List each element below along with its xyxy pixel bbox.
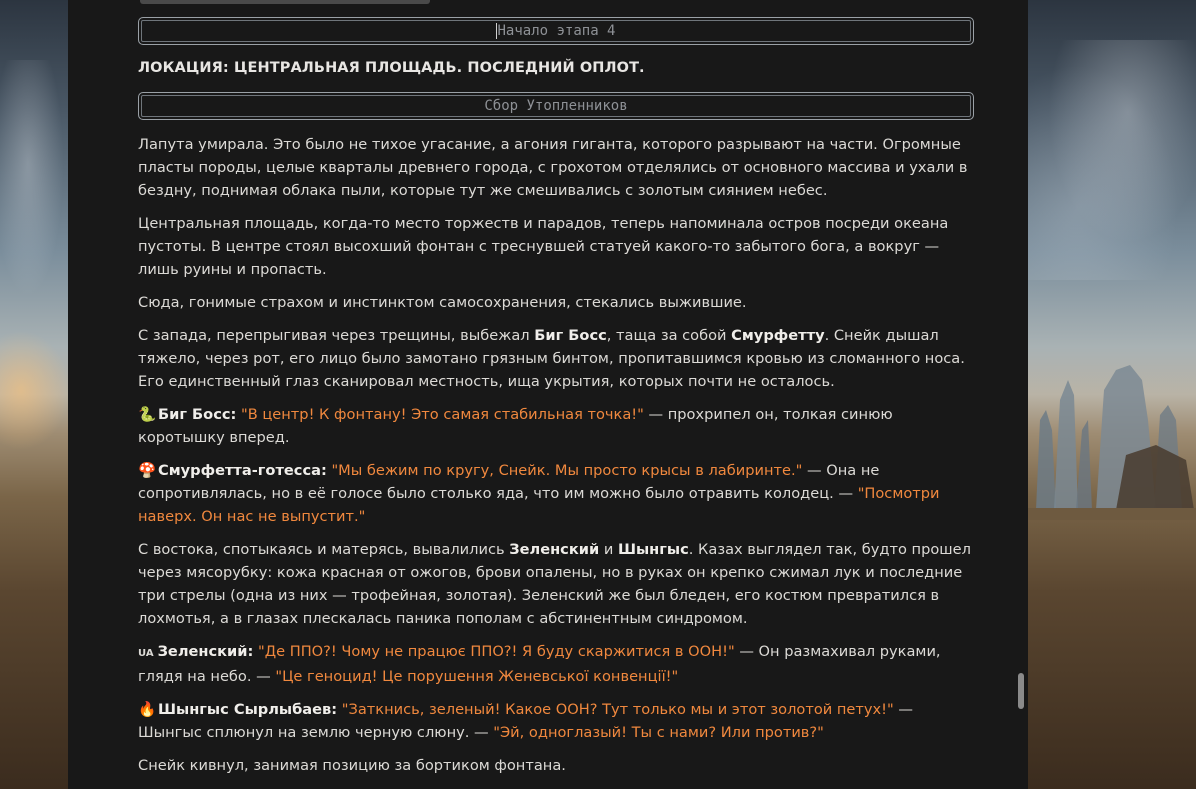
- paragraph-4: [138, 324, 980, 393]
- p5-narration: — прохрипел он, толкая синюю коротышку вперед.: [138, 406, 893, 446]
- ukraine-flag-icon: UA: [138, 648, 154, 659]
- fire-icon: 🔥: [138, 701, 157, 718]
- p4-text-2: , таща за собой: [606, 327, 732, 344]
- quote-bigboss: "В центр! К фонтану! Это самая стабильная точка!": [240, 406, 644, 423]
- p7-text-2: и: [599, 541, 618, 558]
- quote-smurfette-1: "Мы бежим по кругу, Снейк. Мы просто крысы в лабиринте.": [331, 462, 803, 479]
- p4-text-1: С запада, перепрыгивая через трещины, выбежал: [138, 327, 535, 344]
- speaker-bigboss: Биг Босс:: [158, 406, 237, 423]
- story-panel: [68, 0, 1028, 789]
- p9-narration: — Шынгыс сплюнул на землю черную слюну. —: [138, 701, 913, 741]
- paragraph-6-dialogue: [138, 459, 980, 528]
- snake-icon: 🐍: [138, 406, 157, 423]
- quote-smurfette-2: "Посмотри наверх. Он нас не выпустит.": [138, 485, 940, 525]
- quote-zelensky-2: "Це геноцид! Це порушення Женевської конвенції!": [275, 668, 679, 685]
- paragraph-3: Сюда, гонимые страхом и инстинктом самосохранения, стекались выжившие.: [138, 294, 747, 311]
- paragraph-2: Центральная площадь, когда-то место торжеств и парадов, теперь напоминала остров посреди океана пустоты. В центре стоял высохший фонтан с треснувшей статуей какого-то забытого бога, а вокруг — лишь руины и пропасть.: [138, 215, 949, 278]
- speaker-smurfette: Смурфетта-готесса:: [158, 462, 327, 479]
- paragraph-10: Снейк кивнул, занимая позицию за бортиком фонтана.: [138, 757, 566, 774]
- paragraph-7: [138, 538, 980, 630]
- background-clouds-right: [1026, 40, 1196, 280]
- speaker-shyngys: Шынгыс Сырлыбаев:: [158, 701, 338, 718]
- p4-text-3: . Снейк дышал тяжело, через рот, его лицо было замотано грязным бинтом, пропитавшимся кровью из сломанного носа. Его единственный глаз сканировал местность, ища укрытия, которых почти не осталось.: [138, 327, 965, 390]
- paragraph-5-dialogue: [138, 403, 980, 449]
- stage-start-placeholder: Начало этапа 4: [497, 23, 616, 39]
- p6-narration: — Она не сопротивлялась, но в её голосе было столько яда, что им можно было отравить колодец. —: [138, 462, 880, 502]
- quote-zelensky-1: "Де ППО?! Чому не працює ППО?! Я буду скаржитися в ООН!": [257, 643, 735, 660]
- paragraph-1: Лапута умирала. Это было не тихое угасание, а агония гиганта, которого разрывают на части. Огромные пласты породы, целые кварталы древнего города, с грохотом отделялись от основного массива и ухали в бездну, поднимая облака пыли, которые тут же смешивались с золотым сиянием небес.: [138, 136, 968, 199]
- story-text: [138, 133, 980, 787]
- scrollbar-thumb[interactable]: [1018, 673, 1024, 709]
- group-name-input[interactable]: [138, 92, 974, 120]
- background-sunlight: [0, 330, 70, 450]
- p4-name-smurfette: Смурфетту: [731, 327, 825, 344]
- p7-text-3: . Казах выглядел так, будто прошел через мясорубку: кожа красная от ожогов, брови опалены, но в руках он крепко сжимал лук и последние три стрелы (одна из них — трофейная, золотая). Зеленский же был бледен, его костюм превратился в лохмотья, а в глазах плескалась паника пополам с абстинентным синдромом.: [138, 541, 971, 627]
- p4-name-bigboss: Биг Босс: [534, 327, 607, 344]
- background-rock-formations: [1026, 360, 1196, 520]
- paragraph-9-dialogue: [138, 698, 980, 744]
- mushroom-icon: 🍄: [138, 462, 157, 479]
- group-name-placeholder: Сбор Утопленников: [484, 98, 628, 114]
- p7-name-zelensky: Зеленский: [509, 541, 600, 558]
- paragraph-8-dialogue: [138, 640, 980, 688]
- stage-start-input[interactable]: [138, 17, 974, 45]
- quote-shyngys-1: "Заткнись, зеленый! Какое ООН? Тут только мы и этот золотой петух!": [341, 701, 894, 718]
- background-clouds-left: [0, 60, 70, 320]
- speaker-zelensky: Зеленский:: [157, 643, 254, 660]
- top-scroll-handle[interactable]: [140, 0, 430, 4]
- p7-text-1: С востока, спотыкаясь и матерясь, вывалились: [138, 541, 510, 558]
- location-heading: ЛОКАЦИЯ: ЦЕНТРАЛЬНАЯ ПЛОЩАДЬ. ПОСЛЕДНИЙ ОПЛОТ.: [138, 60, 645, 76]
- p8-narration: — Он размахивал руками, глядя на небо. —: [138, 643, 941, 685]
- p7-name-shyngys: Шынгыс: [617, 541, 689, 558]
- quote-shyngys-2: "Эй, одноглазый! Ты с нами? Или против?": [493, 724, 824, 741]
